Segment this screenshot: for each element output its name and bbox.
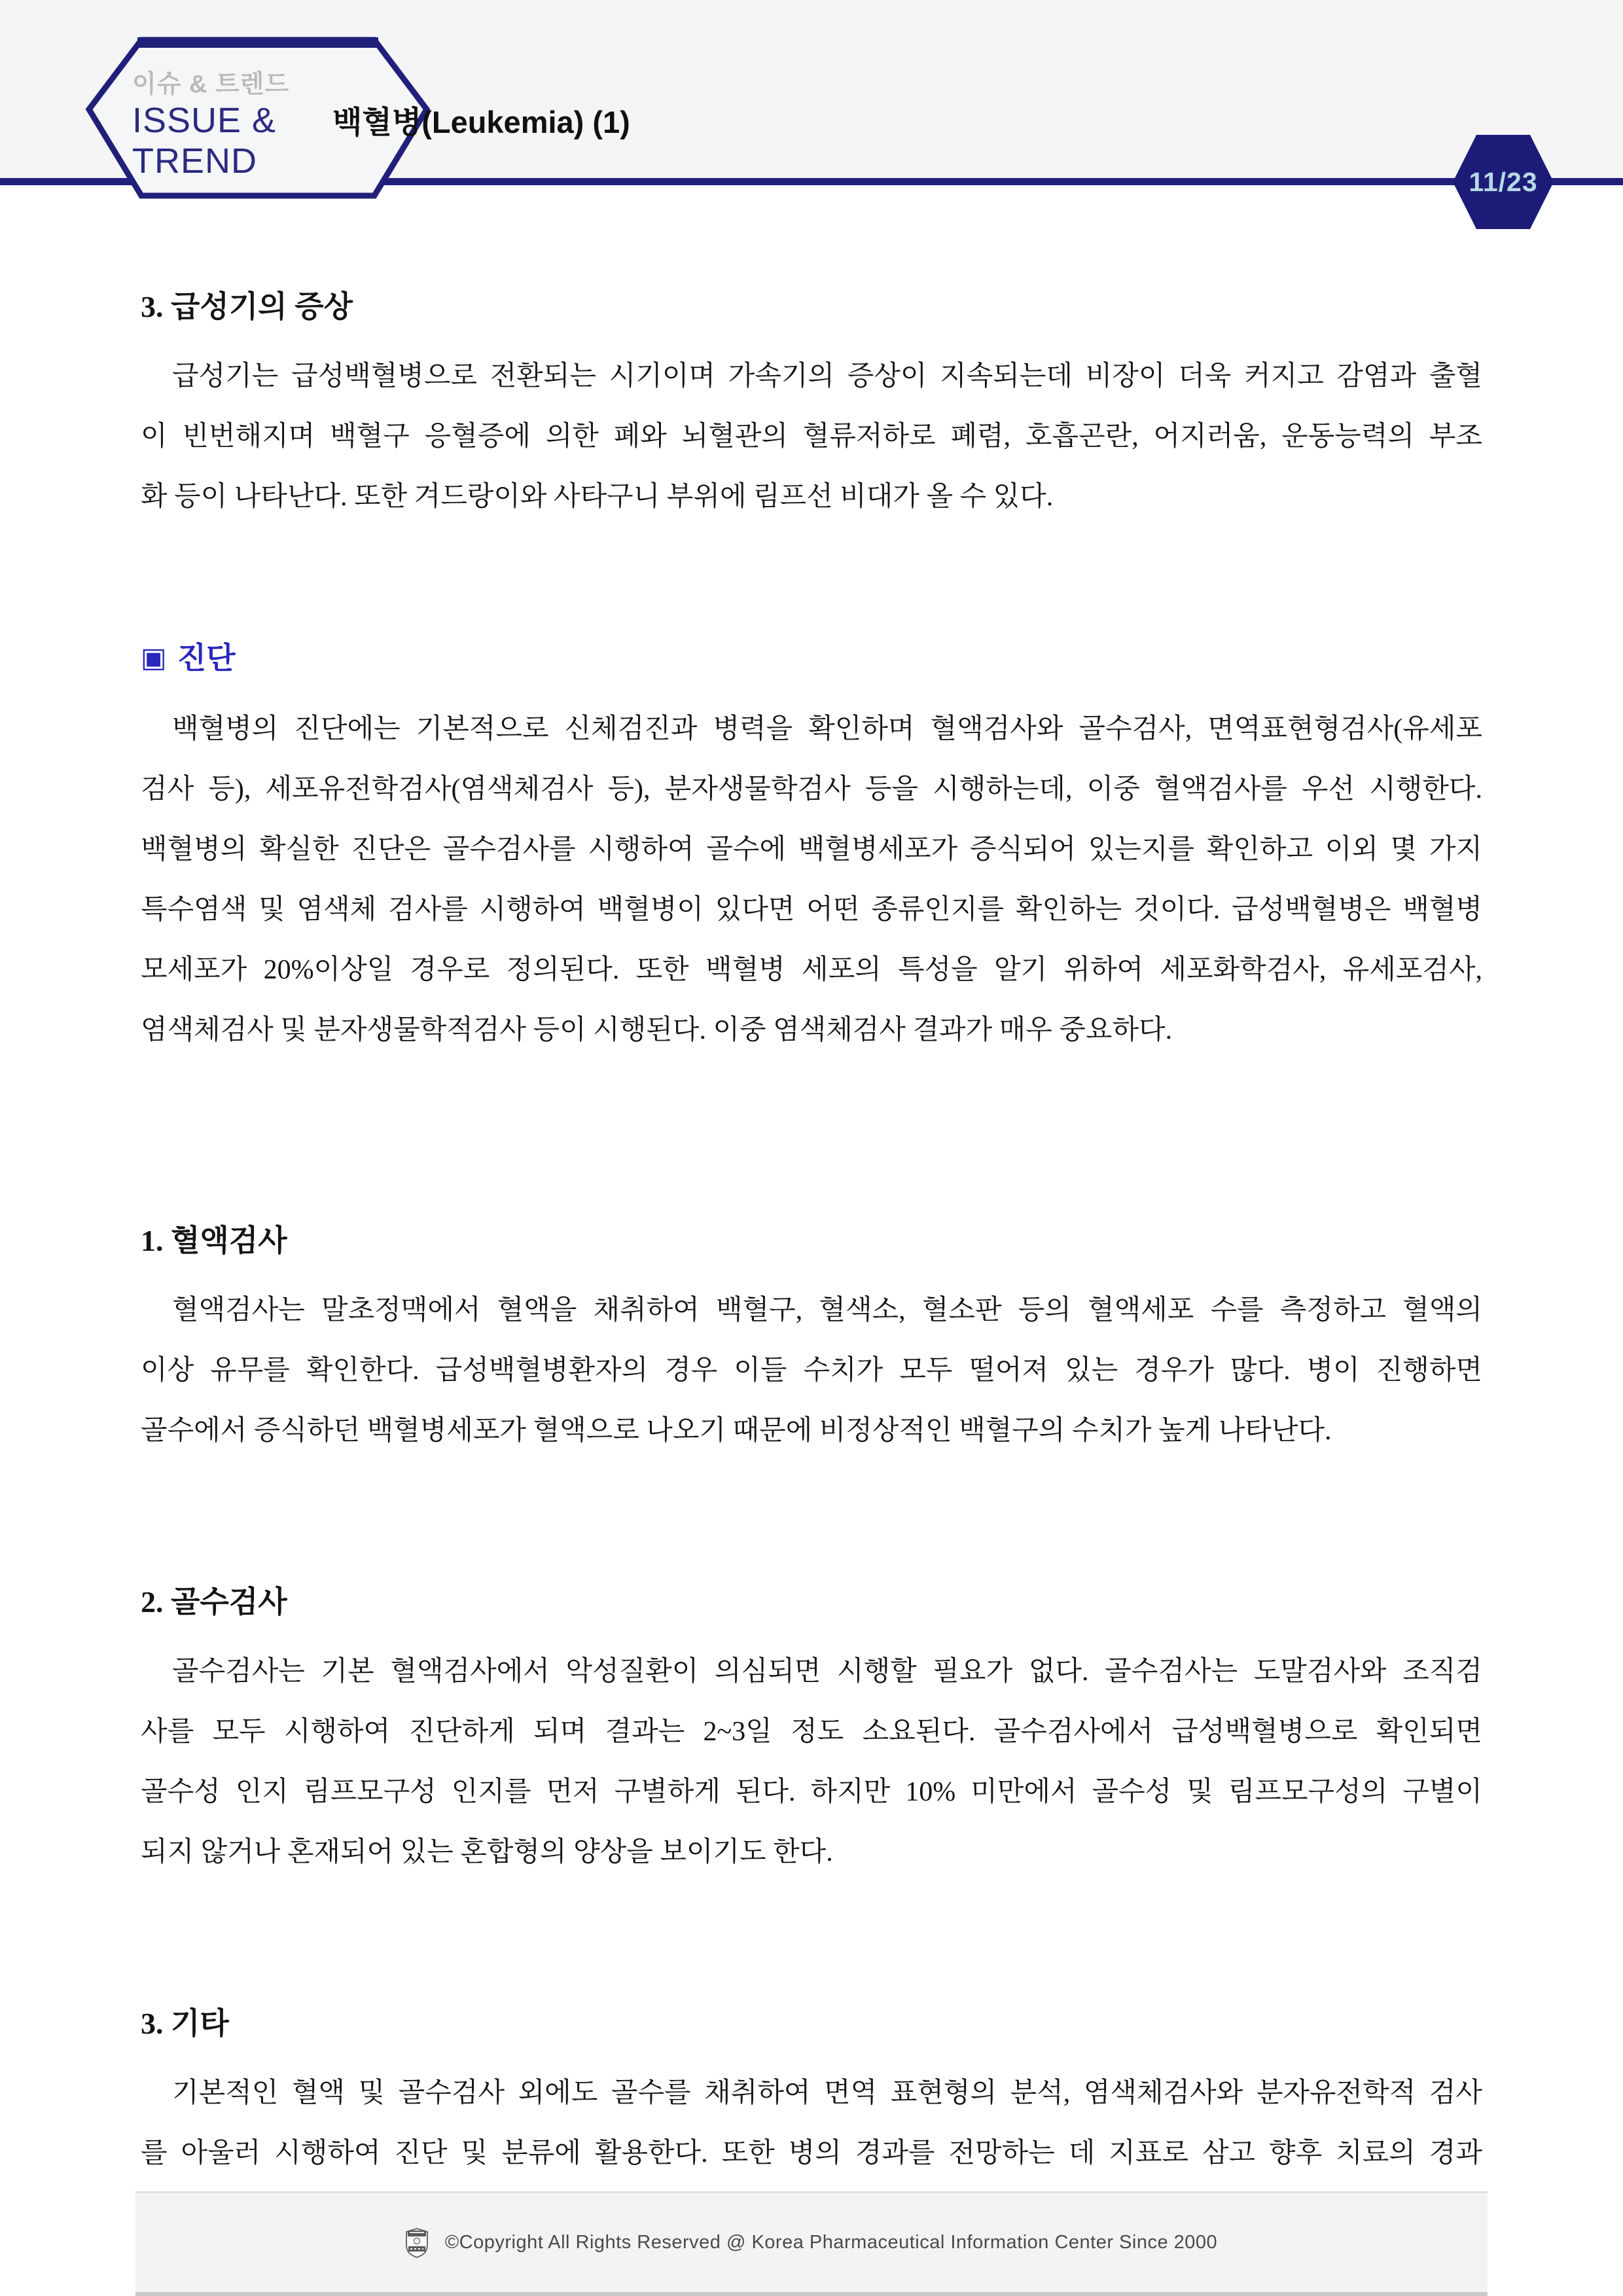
paragraph-line: 모세포가 20%이상일 경우로 정의된다. 또한 백혈병 세포의 특성을 알기 위하여 세포화학검사, 유세포검사,: [141, 955, 1482, 985]
paragraph: [141, 699, 1482, 1060]
paragraph-line: 되지 않거나 혼재되어 있는 혼합형의 양상을 보이기도 한다.: [141, 1837, 833, 1867]
paragraph-line: 골수성 인지 림프모구성 인지를 먼저 구별하게 된다. 하지만 10% 미만에서 골수성 및 림프모구성의 구별이: [141, 1777, 1482, 1807]
paragraph-line: 골수에서 증식하던 백혈병세포가 혈액으로 나오기 때문에 비정상적인 백혈구의 수치가 높게 나타난다.: [141, 1416, 1332, 1446]
section-heading-text: 진단: [177, 641, 236, 675]
paragraph-line: 골수검사는 기본 혈액검사에서 악성질환이 의심되면 시행할 필요가 없다. 골수검사는 도말검사와 조직검: [172, 1657, 1482, 1687]
paragraph: [141, 2063, 1482, 2183]
page-title: 백혈병(Leukemia) (1): [332, 105, 630, 139]
badge-english-line1: ISSUE &: [132, 101, 277, 140]
section-bone-marrow-test: [141, 1585, 1482, 1882]
square-bullet-icon: ▣: [141, 643, 167, 673]
badge-korean-label: 이슈 & 트렌드: [132, 71, 290, 98]
header: [0, 0, 1623, 197]
page-number-text: 11/23: [1469, 166, 1538, 197]
paragraph-line: 사를 모두 시행하여 진단하게 되며 결과는 2~3일 정도 소요된다. 골수검사에서 급성백혈병으로 확인되면: [141, 1717, 1482, 1747]
section-diagnosis: [141, 641, 1482, 1060]
paragraph-line: 급성기는 급성백혈병으로 전환되는 시기이며 가속기의 증상이 지속되는데 비장이 더욱 커지고 감염과 출혈: [172, 361, 1482, 391]
paragraph-line: 검사 등), 세포유전학검사(염색체검사 등), 분자생물학검사 등을 시행하는데, 이중 혈액검사를 우선 시행한다.: [141, 774, 1482, 804]
paragraph: [141, 1280, 1482, 1461]
paragraph-line: 기본적인 혈액 및 골수검사 외에도 골수를 채취하여 면역 표현형의 분석, 염색체검사와 분자유전학적 검사: [172, 2078, 1482, 2108]
paragraph-line: 염색체검사 및 분자생물학적검사 등이 시행된다. 이중 염색체검사 결과가 매우 중요하다.: [141, 1015, 1173, 1045]
section-heading: 1. 혈액검사: [141, 1224, 287, 1257]
badge-english-line2: TREND: [132, 141, 257, 181]
kpic-shield-logo-icon: [406, 2228, 428, 2258]
paragraph-line: 이 빈번해지며 백혈구 응혈증에 의한 폐와 뇌혈관의 혈류저하로 폐렴, 호흡곤란, 어지러움, 운동능력의 부조: [141, 422, 1482, 452]
section-blood-test: [141, 1224, 1482, 1461]
paragraph-line: 화 등이 나타난다. 또한 겨드랑이와 사타구니 부위에 림프선 비대가 올 수 있다.: [141, 482, 1054, 512]
section-heading: 3. 급성기의 증상: [141, 290, 353, 323]
paragraph: [141, 1641, 1482, 1882]
section-heading: 3. 기타: [141, 2007, 229, 2040]
section-others: [141, 2007, 1482, 2183]
section-acute-phase-symptoms: [141, 290, 1482, 527]
paragraph-line: 특수염색 및 염색체 검사를 시행하여 백혈병이 있다면 어떤 종류인지를 확인하는 것이다. 급성백혈병은 백혈병: [141, 895, 1482, 925]
paragraph-line: 백혈병의 확실한 진단은 골수검사를 시행하여 골수에 백혈병세포가 증식되어 있는지를 확인하고 이외 몇 가지: [141, 834, 1482, 865]
paragraph: [141, 346, 1482, 527]
paragraph-line: 를 아울러 시행하여 진단 및 분류에 활용한다. 또한 병의 경과를 전망하는 데 지표로 삼고 향후 치료의 경과: [141, 2138, 1482, 2168]
paragraph-line: 혈액검사는 말초정맥에서 혈액을 채취하여 백혈구, 혈색소, 혈소판 등의 혈액세포 수를 측정하고 혈액의: [172, 1295, 1482, 1325]
document-body: [141, 185, 1482, 2183]
copyright-text: ©Copyright All Rights Reserved @ Korea Pharmaceutical Information Center Since 2000: [444, 2232, 1218, 2253]
footer: [135, 2191, 1488, 2296]
section-heading-diagnosis: [141, 641, 1482, 677]
section-heading: 2. 골수검사: [141, 1585, 287, 1619]
paragraph-line: 백혈병의 진단에는 기본적으로 신체검진과 병력을 확인하며 혈액검사와 골수검사, 면역표현형검사(유세포: [172, 714, 1482, 744]
paragraph-line: 이상 유무를 확인한다. 급성백혈병환자의 경우 이들 수치가 모두 떨어져 있는 경우가 많다. 병이 진행하면: [141, 1355, 1482, 1386]
